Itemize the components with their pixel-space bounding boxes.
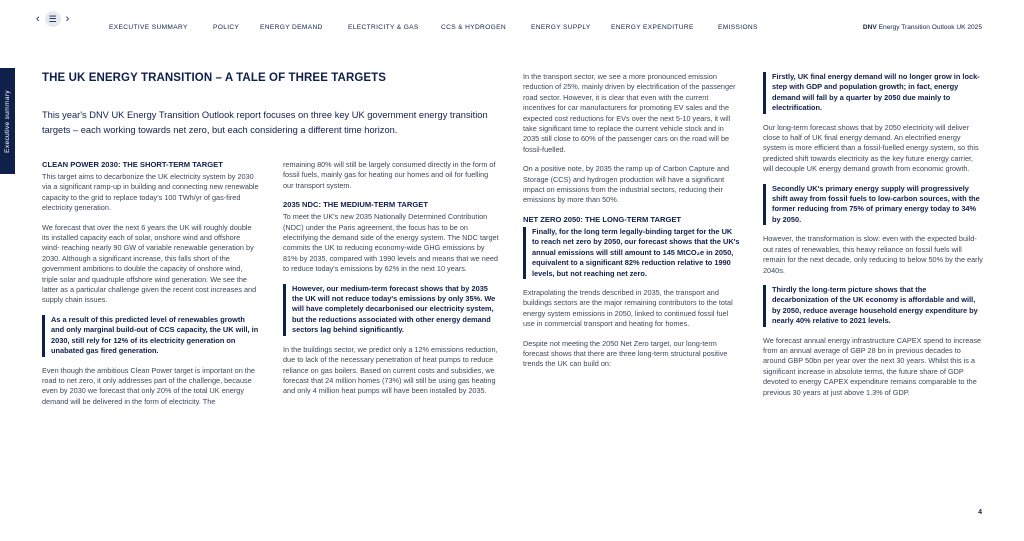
page-title: THE UK ENERGY TRANSITION – A TALE OF THREE TARGETS [42, 72, 387, 84]
paragraph: remaining 80% will still be largely consumed directly in the form of fossil fuels, mainly gas for heating our homes and oil for fuelling our transport system. [283, 160, 496, 190]
column-1 [42, 160, 259, 416]
nav-item-emissions[interactable]: EMISSIONS [718, 24, 758, 31]
highlight-quote: Secondly UK's primary energy supply will progressively shift away from fossil fuels to low-carbon sources, with the former reducing from 75% of primary energy today to 34% by 2050. [763, 184, 983, 226]
nav-item-energy-expenditure[interactable]: ENERGY EXPENDITURE [611, 24, 694, 31]
side-tab[interactable] [0, 68, 15, 174]
nav-controls [36, 11, 69, 27]
section-heading-net-zero: NET ZERO 2050: THE LONG-TERM TARGET [523, 214, 682, 224]
side-tab-label: Executive summary [4, 89, 12, 153]
paragraph: However, the transformation is slow: even with the expected build-out rates of renewables, this heavy reliance on fossil fuels will remain for the next decade, only reducing to below 50% by the early 2040s. [763, 234, 983, 275]
nav-item-ccs-hydrogen[interactable]: CCS & HYDROGEN [441, 24, 506, 31]
nav-item-energy-supply[interactable]: ENERGY SUPPLY [531, 24, 591, 31]
highlight-quote: Thirdly the long-term picture shows that the decarbonization of the UK economy is affordable and will, by 2050, reduce average household energy expenditure by nearly 40% relative to 2021 levels. [763, 285, 983, 327]
prev-page-icon[interactable]: ‹ [36, 13, 40, 25]
paragraph: This target aims to decarbonize the UK electricity system by 2030 via a significant ramp-up in building and connecting new renewable capacity to the grid to replace today's 100 TWh/yr of gas-fired electricity generation. [42, 172, 259, 213]
section-heading-clean-power: CLEAN POWER 2030: THE SHORT-TERM TARGET [42, 160, 223, 169]
highlight-quote: Firstly, UK final energy demand will no longer grow in lock-step with GDP and population growth; in fact, energy demand will fall by a quarter by 2050 due mainly to electrification. [763, 72, 983, 114]
top-navigation [0, 0, 1024, 36]
report-title-text: Energy Transition Outlook UK 2025 [878, 24, 982, 31]
column-3 [523, 72, 740, 379]
paragraph: Despite not meeting the 2050 Net Zero target, our long-term forecast shows that there are three long-term structural positive trends the UK can build on: [523, 338, 728, 369]
highlight-quote: However, our medium-term forecast shows that by 2035 the UK will not reduce today's emissions by only 35%. We will have completely decarbonised our electricity system, but the reductions associated with other energy demand sectors lag behind significantly. [283, 284, 500, 336]
report-title [863, 24, 982, 31]
next-page-icon[interactable]: › [65, 13, 70, 25]
section-heading-ndc: 2035 NDC: THE MEDIUM-TERM TARGET [283, 200, 428, 210]
paragraph: To meet the UK's new 2035 Nationally Determined Contribution (NDC) under the Paris agreement, the focus has to be on electrifying the demand side of the energy system. The NDC target commits the UK to reducing economy-wide GHG emissions by 81% by 2035, compared with 1990 levels and means that we need to reduce today's emissions by 62% in the next 10 years. [283, 212, 499, 274]
paragraph: On a positive note, by 2035 the ramp up of Carbon Capture and Storage (CCS) and hydrogen production will have a significant impact on emissions from the industrial sectors, reducing their emissions by more than 50%. [523, 164, 730, 205]
column-2 [283, 160, 500, 406]
highlight-quote: As a result of this predicted level of renewables growth and only marginal build-out of CCS capacity, the UK will, in 2030, still rely for 12% of its electricity generation on unabated gas fired generation. [42, 315, 259, 357]
paragraph: In the buildings sector, we predict only a 12% emissions reduction, due to lack of the necessary penetration of heat pumps to reduce reliance on gas boilers. Based on current costs and subsidies, we forecast that 24 million homes (73%) will still be using gas heating and only 4 million heat pumps will have been installed by 2035. [283, 344, 498, 396]
page-number: 4 [978, 509, 982, 516]
brand-name: DNV [862, 24, 877, 31]
nav-item-executive-summary[interactable]: EXECUTIVE SUMMARY [109, 24, 188, 31]
paragraph: In the transport sector, we see a more pronounced emission reduction of 25%, mainly driven by electrification of the passenger road sector. However, it is clear that even with the current incentives for car manufacturers for promoting EV sales and the expected cost reductions for EVs over the next 5-10 years, it will take significant time to replace the current vehicle stock and in 2035 still close to 60% of the passenger cars on the road will be fossil-fuelled. [523, 72, 736, 154]
paragraph: Even though the ambitious Clean Power target is important on the road to net zero, it only addresses part of the challenge, because even by 2030 we forecast that only 20% of the total UK energy demand will be delivered in the form of electricity. The [42, 365, 255, 406]
column-4 [763, 72, 983, 407]
paragraph: Extrapolating the trends described in 2035, the transport and buildings sectors are the major remaining contributors to the total energy system emissions in 2050, linked to continued fossil fuel use in commercial transport and heating for homes. [523, 287, 733, 329]
paragraph: We forecast annual energy infrastructure CAPEX spend to increase from an annual average of GBP 28 bn in previous decades to around GBP 50bn per year over the next 30 years. Whilst this is a significant increase in absolute terms, the future share of GDP devoted to energy CAPEX expenditure remains comparable to the previous 30 years at just above 1.3% of GDP. [763, 335, 982, 397]
intro-text: This year's DNV UK Energy Transition Outlook report focuses on three key UK government energy transition targets – each working towards net zero, but each considering a different time horizon. [42, 110, 488, 135]
nav-item-policy[interactable]: POLICY [213, 24, 240, 31]
nav-item-energy-demand[interactable]: ENERGY DEMAND [260, 24, 323, 31]
menu-icon[interactable]: ☰ [45, 11, 61, 27]
nav-item-electricity-gas[interactable]: ELECTRICITY & GAS [348, 24, 419, 31]
paragraph: Our long-term forecast shows that by 2050 electricity will deliver close to half of UK final energy demand. An electrified energy system is more efficient than a fossil-fuelled energy system, so this predicted shift towards electricity as the key future energy carrier, will decouple UK energy demand growth from economic growth. [763, 122, 979, 174]
highlight-quote: Finally, for the long term legally-binding target for the UK to reach net zero by 2050, our forecast shows that the UK's annual emissions will still amount to 145 MtCO₂e in 2050, equivalent to a significant 82% reduction relative to 1990 levels, but not reaching net zero. [523, 227, 740, 279]
paragraph: We forecast that over the next 6 years the UK will roughly double its installed capacity each of solar, onshore wind and offshore wind- reaching nearly 90 GW of variable renewable generation by 2030. Although a significant increase, this falls short of the government ambitions to double the capacity of onshore wind, triple solar and quadruple offshore wind generation. We see the latter as a particular challenge given the recent cost increases and supply chain issues. [42, 222, 257, 305]
